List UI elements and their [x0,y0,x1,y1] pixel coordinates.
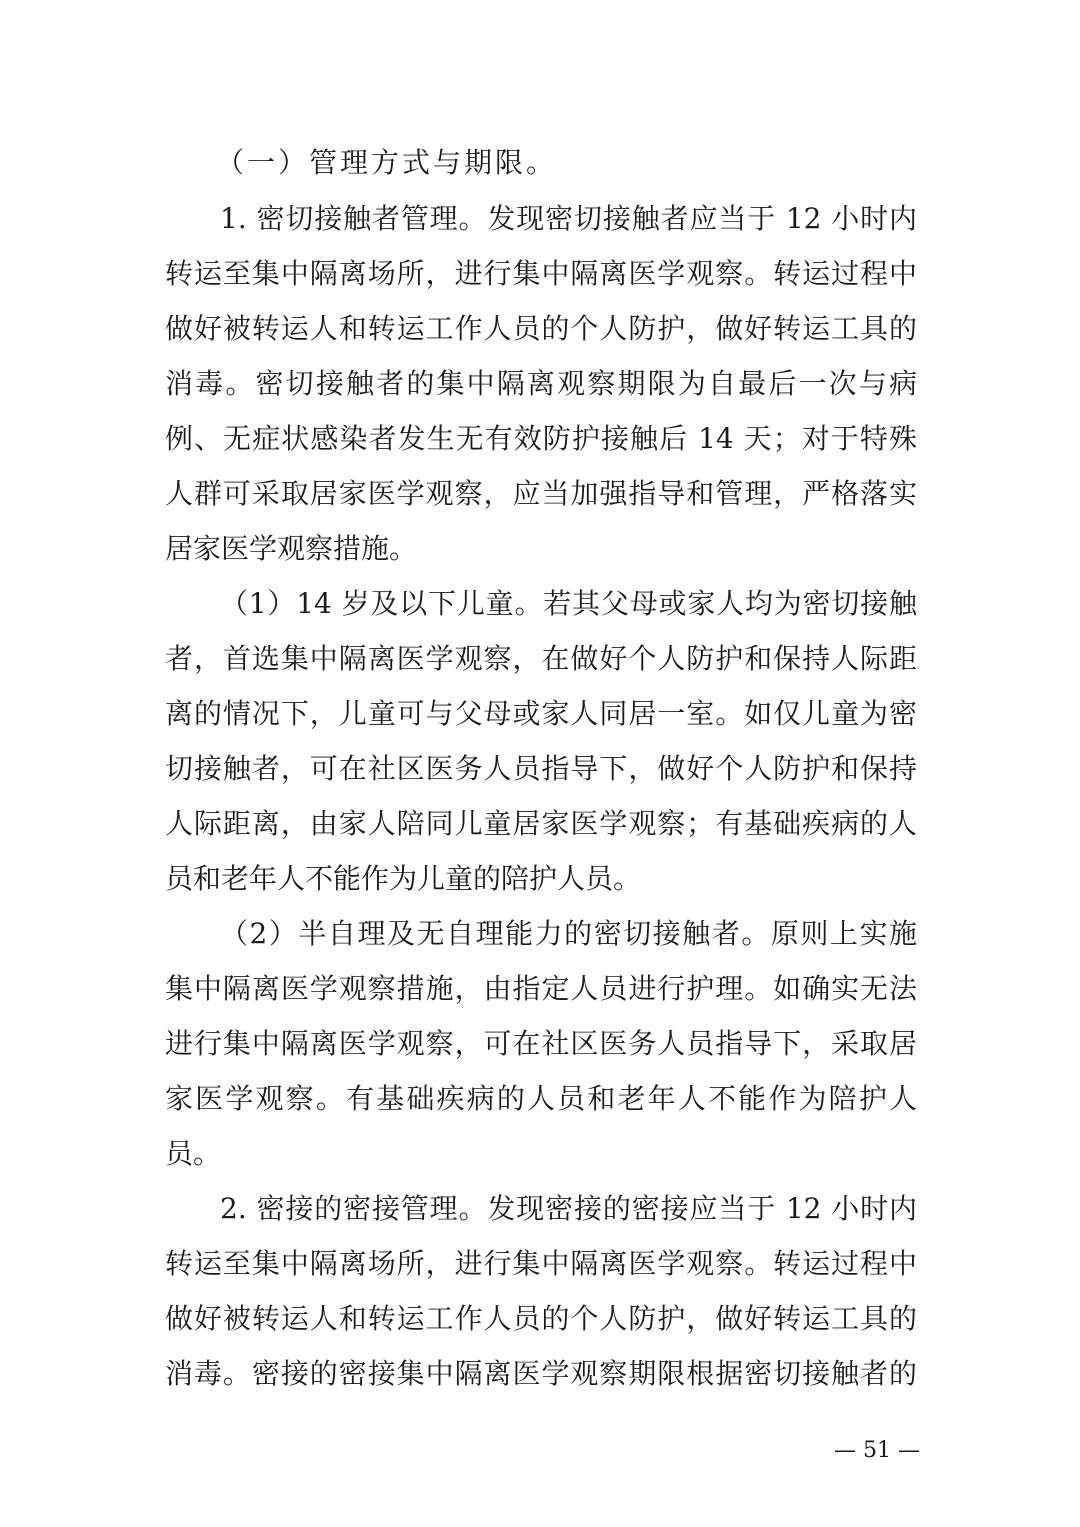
page-number: — 51 — [834,1438,920,1463]
paragraph-line: 转运至集中隔离场所，进行集中隔离医学观察。转运过程中 [165,1247,917,1280]
paragraph-line: 进行集中隔离医学观察，可在社区医务人员指导下，采取居 [165,1027,917,1060]
paragraph-line: 消毒。密接的密接集中隔离医学观察期限根据密切接触者的 [165,1357,917,1390]
paragraph-line: 居家医学观察措施。 [165,532,418,565]
section-heading: （一）管理方式与期限。 [216,146,558,179]
paragraph-line: 例、无症状感染者发生无有效防护接触后 14 天；对于特殊 [165,422,917,455]
paragraph-line: 2. 密接的密接管理。发现密接的密接应当于 12 小时内 [220,1192,917,1225]
paragraph-line: （1）14 岁及以下儿童。若其父母或家人均为密切接触 [220,587,917,620]
paragraph-line: 家医学观察。有基础疾病的人员和老年人不能作为陪护人 [165,1082,917,1115]
paragraph-line: 者，首选集中隔离医学观察，在做好个人防护和保持人际距 [165,642,917,675]
paragraph-line: 1. 密切接触者管理。发现密切接触者应当于 12 小时内 [220,202,917,235]
paragraph-line: 人群可采取居家医学观察，应当加强指导和管理，严格落实 [165,477,917,510]
paragraph-line: 做好被转运人和转运工作人员的个人防护，做好转运工具的 [165,1302,917,1335]
paragraph-line: 人际距离，由家人陪同儿童居家医学观察；有基础疾病的人 [165,807,917,840]
paragraph-line: 员和老年人不能作为儿童的陪护人员。 [165,862,642,895]
paragraph-line: （2）半自理及无自理能力的密切接触者。原则上实施 [220,917,917,950]
paragraph-line: 消毒。密切接触者的集中隔离观察期限为自最后一次与病 [165,367,917,400]
paragraph-line: 离的情况下，儿童可与父母或家人同居一室。如仅儿童为密 [165,697,917,730]
paragraph-line: 切接触者，可在社区医务人员指导下，做好个人防护和保持 [165,752,917,785]
paragraph-line: 做好被转运人和转运工作人员的个人防护，做好转运工具的 [165,312,917,345]
paragraph-line: 转运至集中隔离场所，进行集中隔离医学观察。转运过程中 [165,257,917,290]
paragraph-line: 集中隔离医学观察措施，由指定人员进行护理。如确实无法 [165,972,917,1005]
paragraph-line: 员。 [165,1137,222,1170]
